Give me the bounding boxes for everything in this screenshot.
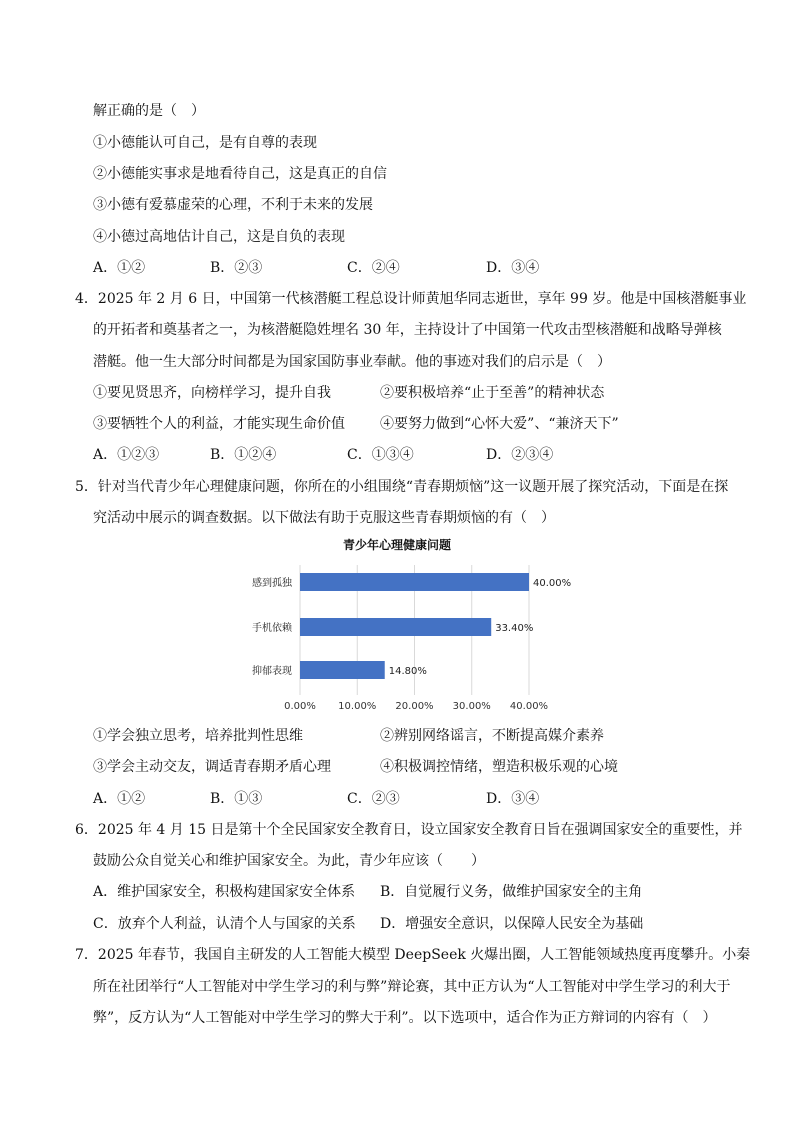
q5-stem-line-2: 究活动中展示的调查数据。以下做法有助于克服这些青春期烦恼的有（ ） <box>93 510 555 526</box>
q6-stem-line-1: 6．2025 年 4 月 15 日是第十个全民国家安全教育日，设立国家安全教育日旨在强调国家安全的重要性，并 <box>75 822 743 838</box>
data-label: 14.80% <box>388 666 427 677</box>
data-label: 33.40% <box>495 623 534 634</box>
q3-option-c: C．②④ <box>347 260 400 276</box>
q6-option-d: D．增强安全意识，以保障人民安全为基础 <box>380 916 644 932</box>
q6-stem-line-2: 鼓励公众自觉关心和维护国家安全。为此，青少年应该（ ） <box>93 853 485 869</box>
x-tick-label: 30.00% <box>452 701 491 712</box>
q6-option-b: B．自觉履行义务，做维护国家安全的主角 <box>380 884 643 900</box>
q4-statement-1: ①要见贤思齐，向榜样学习，提升自我 <box>93 385 331 401</box>
q3-option-b: B．②③ <box>210 260 263 276</box>
q5-statement-2: ②辨别网络谣言，不断提高媒介素养 <box>380 728 604 744</box>
q3-stem-tail: 解正确的是（ ） <box>93 103 205 119</box>
x-tick-label: 0.00% <box>284 701 316 712</box>
data-label: 40.00% <box>533 578 572 589</box>
x-tick-label: 20.00% <box>395 701 434 712</box>
q5-option-d: D．③④ <box>486 791 540 807</box>
category-label: 抑郁表现 <box>252 666 292 677</box>
q5-option-b: B．①③ <box>210 791 263 807</box>
q4-option-d: D．②③④ <box>486 447 554 463</box>
q3-option-a: A．①② <box>93 260 146 276</box>
q4-option-c: C．①③④ <box>347 447 414 463</box>
category-label: 感到孤独 <box>252 578 292 589</box>
q3-statement-4: ④小德过高地估计自己，这是自负的表现 <box>93 229 345 245</box>
q3-statement-2: ②小德能实事求是地看待自己，这是真正的自信 <box>93 166 387 182</box>
q3-statement-1: ①小德能认可自己，是有自尊的表现 <box>93 135 317 151</box>
q3-statement-3: ③小德有爱慕虚荣的心理，不利于未来的发展 <box>93 197 373 213</box>
q7-stem-line-3: 弊”，反方认为“人工智能对中学生学习的弊大于利”。以下选项中，适合作为正方辩词的内容有（ ） <box>93 1010 717 1026</box>
x-tick-label: 10.00% <box>338 701 377 712</box>
bar <box>300 661 385 679</box>
q4-statement-3: ③要牺牲个人的利益，才能实现生命价值 <box>93 416 345 432</box>
q5-option-a: A．①② <box>93 791 146 807</box>
q7-stem-line-2: 所在社团举行“人工智能对中学生学习的利与弊”辩论赛，其中正方认为“人工智能对中学生学习的利大于 <box>93 979 731 995</box>
chart-title: 青少年心理健康问题 <box>342 538 451 552</box>
q4-option-b: B．①②④ <box>210 447 277 463</box>
q4-stem-line-2: 的开拓者和奠基者之一，为核潜艇隐姓埋名 30 年，主持设计了中国第一代攻击型核潜艇和战略导弹核 <box>93 322 722 338</box>
q5-option-c: C．②③ <box>347 791 400 807</box>
q5-statement-3: ③学会主动交友，调适青春期矛盾心理 <box>93 759 331 775</box>
q5-statement-1: ①学会独立思考，培养批判性思维 <box>93 728 303 744</box>
q5-stem-line-1: 5．针对当代青少年心理健康问题，你所在的小组围绕“青春期烦恼”这一议题开展了探究活动，下面是在探 <box>75 479 729 495</box>
bar <box>300 573 529 591</box>
category-label: 手机依赖 <box>252 623 292 634</box>
q5-statement-4: ④积极调控情绪，塑造积极乐观的心境 <box>380 759 618 775</box>
q6-option-a: A．维护国家安全，积极构建国家安全体系 <box>93 884 356 900</box>
bar <box>300 618 491 636</box>
q4-statement-4: ④要努力做到“心怀大爱”、“兼济天下” <box>380 416 619 432</box>
q4-option-a: A．①②③ <box>93 447 160 463</box>
q4-stem-line-3: 潜艇。他一生大部分时间都是为国家国防事业奉献。他的事迹对我们的启示是（ ） <box>93 354 611 370</box>
q4-statement-2: ②要积极培养“止于至善”的精神状态 <box>380 385 605 401</box>
q6-option-c: C．放弃个人利益，认清个人与国家的关系 <box>93 916 356 932</box>
x-tick-label: 40.00% <box>509 701 549 712</box>
q4-stem-line-1: 4．2025 年 2 月 6 日，中国第一代核潜艇工程总设计师黄旭华同志逝世，享年 99 岁。他是中国核潜艇事业 <box>75 291 747 307</box>
q3-option-d: D．③④ <box>486 260 540 276</box>
q7-stem-line-1: 7．2025 年春节，我国自主研发的人工智能大模型 DeepSeek 火爆出圈，人工智能领域热度再度攀升。小秦 <box>75 947 751 963</box>
